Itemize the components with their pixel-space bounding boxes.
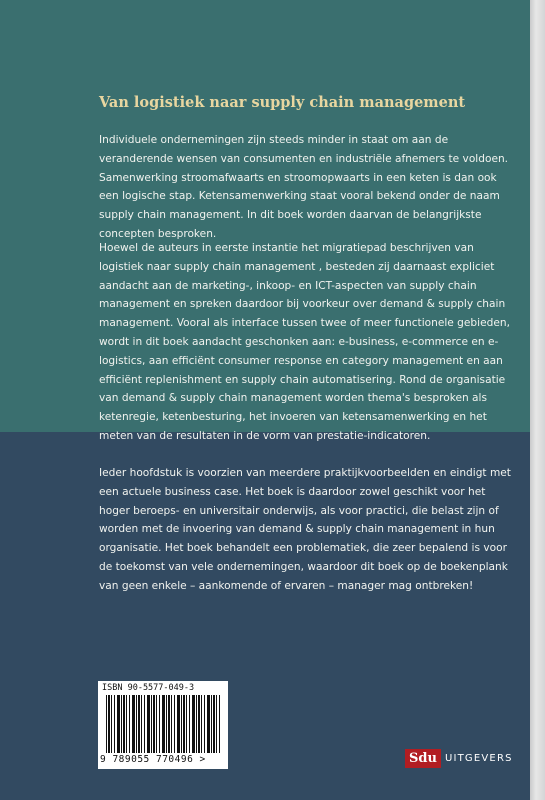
publisher-name: UITGEVERS	[444, 753, 513, 764]
page-edge	[530, 0, 545, 800]
paragraph-content: Hoewel de auteurs in eerste instantie het migratiepad beschrijven van logistiek naar supply chain management , besteden zij daarnaast expliciet aandacht aan de marketing-, inkoop- en ICT-aspecten van supply chain management en spreken daardoor bij voorkeur over demand & supply chain management. Vooral als interface tussen twee of meer functionele gebieden, wordt in dit boek aandacht geschonken aan: e-business, e-commerce en e-logistics, aan efficiënt consumer response en category management en aan efficiënt replenishment en supply chain automatisering. Rond de organisatie van demand & supply chain management worden thema's besproken als ketenregie, ketenbesturing, het invoeren van ketensamenwerking en het meten van de resultaten in de vorm van prestatie-indicatoren.	[99, 242, 510, 442]
ean-number: 9 789055 770496 >	[100, 754, 206, 765]
paragraph-intro: Individuele ondernemingen zijn steeds minder in staat om aan de veranderende wensen van consumenten en industriële afnemers te voldoen. Samenwerking stroomafwaarts en stroomopwaarts in een keten is dan ook een logische stap. Ketensamenwerking staat vooral bekend onder de naam supply chain management. In dit boek worden daarvan de belangrijkste concepten besproken.	[99, 134, 509, 240]
isbn-text: ISBN 90-5577-049-3	[102, 683, 195, 693]
sdu-logo-mark: Sdu	[405, 749, 441, 768]
paragraph-audience: Ieder hoofdstuk is voorzien van meerdere praktijkvoorbeelden en eindigt met een actuele business case. Het boek is daardoor zowel geschikt voor het hoger beroeps- en universitair onderwijs, als voor practici, die belast zijn of worden met de invoering van demand & supply chain management in hun organisatie. Het boek behandelt een problematiek, die zeer bepalend is voor de toekomst van vele ondernemingen, waardoor dit boek op de boekenplank van geen enkele – aankomende of ervaren – manager mag ontbreken!	[99, 467, 511, 592]
publisher-logo	[405, 749, 513, 768]
barcode-bars	[106, 695, 220, 753]
barcode-label	[98, 681, 228, 769]
book-title: Van logistiek naar supply chain management	[99, 94, 466, 111]
